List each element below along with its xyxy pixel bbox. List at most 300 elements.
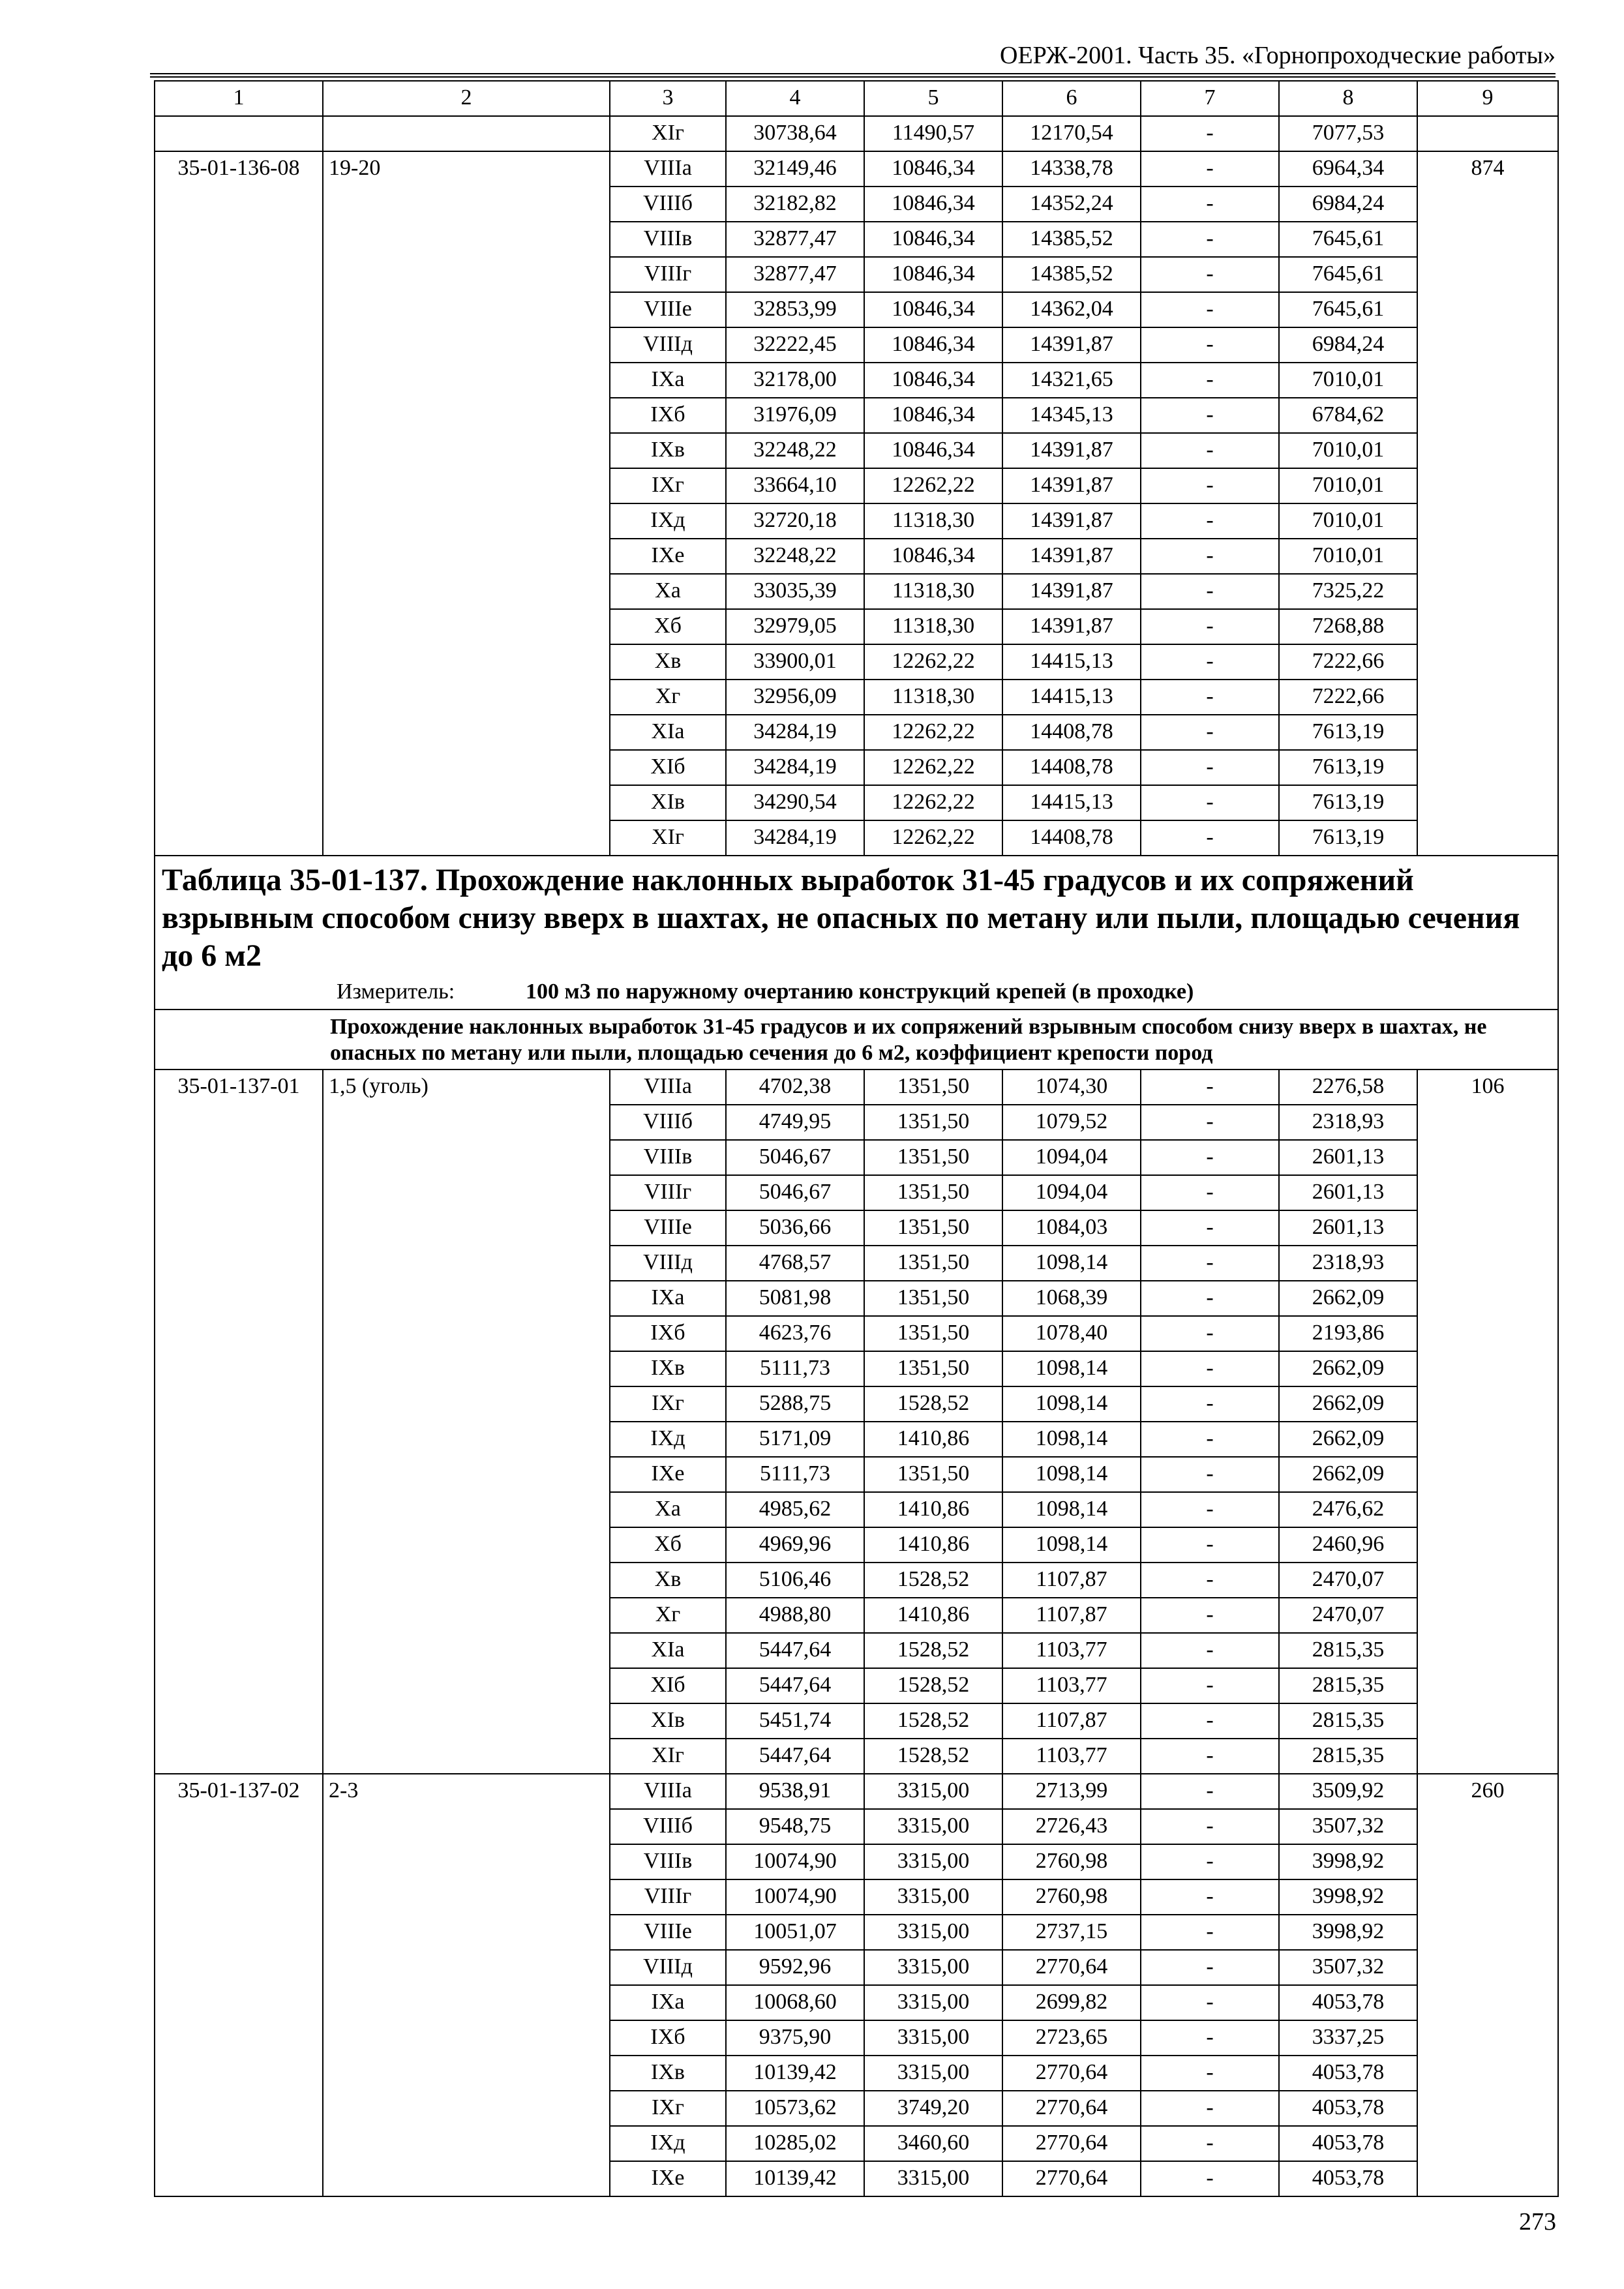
cost-cell: - xyxy=(1141,1879,1279,1915)
section-class: VIIIв xyxy=(610,1844,726,1879)
norm-value xyxy=(1417,1105,1558,1140)
cost-cell: 14408,78 xyxy=(1002,820,1141,856)
rock-coefficient xyxy=(323,1668,610,1703)
table-row xyxy=(155,468,1558,503)
rate-code xyxy=(155,398,323,433)
cost-cell: 10846,34 xyxy=(864,292,1002,327)
rate-code xyxy=(155,574,323,609)
table-title: Таблица 35-01-137. Прохождение наклонных выработок 31-45 градусов и их сопряжений взрывным способом снизу вверх в шахтах, не опасных по метану или пыли, площадью сечения до 6 м2 xyxy=(162,863,1520,973)
cost-cell: - xyxy=(1141,1598,1279,1633)
rate-code xyxy=(155,1703,323,1739)
cost-cell: 5036,66 xyxy=(726,1210,864,1246)
column-number-row xyxy=(155,81,1558,116)
cost-cell: 3337,25 xyxy=(1279,2020,1417,2056)
section-class: IXв xyxy=(610,433,726,468)
section-class: VIIIб xyxy=(610,1105,726,1140)
cost-cell: 12262,22 xyxy=(864,715,1002,750)
cost-cell: 5451,74 xyxy=(726,1703,864,1739)
cost-cell: - xyxy=(1141,1351,1279,1386)
cost-cell: 1103,77 xyxy=(1002,1633,1141,1668)
norm-value xyxy=(1417,2161,1558,2196)
rate-code xyxy=(155,539,323,574)
cost-cell: 11490,57 xyxy=(864,116,1002,151)
cost-cell: 4969,96 xyxy=(726,1527,864,1563)
section-class: VIIIе xyxy=(610,1915,726,1950)
rate-code xyxy=(155,1527,323,1563)
cost-cell: 3315,00 xyxy=(864,1844,1002,1879)
section-class: XIг xyxy=(610,820,726,856)
rock-coefficient xyxy=(323,1703,610,1739)
section-class: IXб xyxy=(610,398,726,433)
cost-cell: 32956,09 xyxy=(726,680,864,715)
cost-cell: 14391,87 xyxy=(1002,433,1141,468)
norm-value xyxy=(1417,2126,1558,2161)
cost-cell: 10846,34 xyxy=(864,539,1002,574)
cost-cell: - xyxy=(1141,1386,1279,1422)
rate-code xyxy=(155,1281,323,1316)
norm-value xyxy=(1417,1246,1558,1281)
cost-cell: 4749,95 xyxy=(726,1105,864,1140)
cost-cell: 10846,34 xyxy=(864,433,1002,468)
rock-coefficient xyxy=(323,1492,610,1527)
rock-coefficient xyxy=(323,1950,610,1985)
cost-cell: - xyxy=(1141,1210,1279,1246)
cost-cell: 12262,22 xyxy=(864,820,1002,856)
cost-cell: 2723,65 xyxy=(1002,2020,1141,2056)
table-row xyxy=(155,1739,1558,1774)
cost-cell: 5081,98 xyxy=(726,1281,864,1316)
rate-code xyxy=(155,820,323,856)
rock-coefficient xyxy=(323,680,610,715)
norm-value xyxy=(1417,715,1558,750)
cost-cell: 2601,13 xyxy=(1279,1140,1417,1175)
rate-code xyxy=(155,1386,323,1422)
section-class: VIIIд xyxy=(610,1950,726,1985)
section-heading-row xyxy=(155,1010,1558,1070)
cost-cell: 14391,87 xyxy=(1002,539,1141,574)
cost-cell: 33900,01 xyxy=(726,644,864,680)
cost-cell: - xyxy=(1141,715,1279,750)
rock-coefficient xyxy=(323,1915,610,1950)
rate-code: 35-01-137-01 xyxy=(155,1070,323,1105)
cost-cell: 3315,00 xyxy=(864,1774,1002,1809)
cost-cell: 32853,99 xyxy=(726,292,864,327)
cost-cell: - xyxy=(1141,503,1279,539)
table-row xyxy=(155,1281,1558,1316)
cost-cell: 10846,34 xyxy=(864,327,1002,363)
cost-cell: 5288,75 xyxy=(726,1386,864,1422)
cost-cell: 7613,19 xyxy=(1279,785,1417,820)
table-row xyxy=(155,1950,1558,1985)
norm-value xyxy=(1417,1492,1558,1527)
table-row xyxy=(155,503,1558,539)
cost-cell: 10846,34 xyxy=(864,363,1002,398)
section-class: Xв xyxy=(610,1563,726,1598)
cost-cell: 2815,35 xyxy=(1279,1703,1417,1739)
rock-coefficient: 2-3 xyxy=(323,1774,610,1809)
section-class: IXд xyxy=(610,2126,726,2161)
cost-cell: 6964,34 xyxy=(1279,151,1417,187)
table-row xyxy=(155,1774,1558,1809)
rate-code: 35-01-137-02 xyxy=(155,1774,323,1809)
cost-cell: 12262,22 xyxy=(864,644,1002,680)
norm-value xyxy=(1417,1739,1558,1774)
cost-cell: 11318,30 xyxy=(864,680,1002,715)
cost-cell: 32720,18 xyxy=(726,503,864,539)
cost-cell: - xyxy=(1141,1070,1279,1105)
cost-cell: 7222,66 xyxy=(1279,680,1417,715)
table-row xyxy=(155,1563,1558,1598)
rate-code xyxy=(155,327,323,363)
unit-line xyxy=(337,978,1551,1006)
cost-cell: 7010,01 xyxy=(1279,503,1417,539)
cost-cell: 1351,50 xyxy=(864,1175,1002,1210)
rates-table xyxy=(154,80,1559,2197)
norm-value xyxy=(1417,116,1558,151)
cost-cell: 32979,05 xyxy=(726,609,864,644)
rate-code xyxy=(155,1809,323,1844)
rate-code xyxy=(155,2020,323,2056)
cost-cell: - xyxy=(1141,2091,1279,2126)
rate-code xyxy=(155,1950,323,1985)
cost-cell: - xyxy=(1141,644,1279,680)
cost-cell: 7010,01 xyxy=(1279,433,1417,468)
table-row xyxy=(155,820,1558,856)
section-class: VIIIв xyxy=(610,1140,726,1175)
cost-cell: 2662,09 xyxy=(1279,1386,1417,1422)
norm-value xyxy=(1417,257,1558,292)
norm-value xyxy=(1417,1809,1558,1844)
rate-code xyxy=(155,1668,323,1703)
rock-coefficient xyxy=(323,116,610,151)
section-class: VIIIг xyxy=(610,257,726,292)
rate-code xyxy=(155,363,323,398)
cost-cell: 2770,64 xyxy=(1002,2161,1141,2196)
table-row xyxy=(155,1492,1558,1527)
cost-cell: 4985,62 xyxy=(726,1492,864,1527)
cost-cell: 3749,20 xyxy=(864,2091,1002,2126)
section-class: VIIIг xyxy=(610,1175,726,1210)
column-number: 6 xyxy=(1002,81,1141,116)
cost-cell: - xyxy=(1141,327,1279,363)
table-row xyxy=(155,785,1558,820)
cost-cell: 32248,22 xyxy=(726,539,864,574)
cost-cell: - xyxy=(1141,1246,1279,1281)
rock-coefficient xyxy=(323,1739,610,1774)
column-number: 7 xyxy=(1141,81,1279,116)
cost-cell: 2770,64 xyxy=(1002,2126,1141,2161)
cost-cell: 1410,86 xyxy=(864,1422,1002,1457)
cost-cell: 14391,87 xyxy=(1002,609,1141,644)
section-class: Xв xyxy=(610,644,726,680)
cost-cell: - xyxy=(1141,1985,1279,2020)
cost-cell: 3315,00 xyxy=(864,1950,1002,1985)
cost-cell: 1351,50 xyxy=(864,1457,1002,1492)
cost-cell: 1098,14 xyxy=(1002,1351,1141,1386)
cost-cell: 3315,00 xyxy=(864,1915,1002,1950)
rock-coefficient xyxy=(323,1457,610,1492)
cost-cell: 14408,78 xyxy=(1002,750,1141,785)
rate-code xyxy=(155,257,323,292)
rate-code xyxy=(155,2126,323,2161)
column-number: 5 xyxy=(864,81,1002,116)
cost-cell: 1103,77 xyxy=(1002,1668,1141,1703)
cost-cell: 14338,78 xyxy=(1002,151,1141,187)
cost-cell: 3460,60 xyxy=(864,2126,1002,2161)
norm-value xyxy=(1417,1563,1558,1598)
cost-cell: 33664,10 xyxy=(726,468,864,503)
cost-cell: 1528,52 xyxy=(864,1739,1002,1774)
rock-coefficient xyxy=(323,820,610,856)
norm-value xyxy=(1417,1140,1558,1175)
rock-coefficient xyxy=(323,1105,610,1140)
norm-value xyxy=(1417,2091,1558,2126)
cost-cell: 2726,43 xyxy=(1002,1809,1141,1844)
cost-cell: - xyxy=(1141,2056,1279,2091)
table-row xyxy=(155,433,1558,468)
cost-cell: 10846,34 xyxy=(864,187,1002,222)
table-row xyxy=(155,1246,1558,1281)
cost-cell: 34284,19 xyxy=(726,820,864,856)
rock-coefficient xyxy=(323,1633,610,1668)
norm-value: 260 xyxy=(1417,1774,1558,1809)
cost-cell: 4053,78 xyxy=(1279,2091,1417,2126)
cost-cell: 32178,00 xyxy=(726,363,864,398)
cost-cell: 1351,50 xyxy=(864,1105,1002,1140)
table-row xyxy=(155,1457,1558,1492)
table-row xyxy=(155,574,1558,609)
norm-value xyxy=(1417,1844,1558,1879)
cost-cell: 2470,07 xyxy=(1279,1563,1417,1598)
cost-cell: 2470,07 xyxy=(1279,1598,1417,1633)
rock-coefficient xyxy=(323,715,610,750)
cost-cell: 3998,92 xyxy=(1279,1844,1417,1879)
cost-cell: 7077,53 xyxy=(1279,116,1417,151)
cost-cell: 10139,42 xyxy=(726,2056,864,2091)
cost-cell: 2193,86 xyxy=(1279,1316,1417,1351)
cost-cell: - xyxy=(1141,468,1279,503)
table-row xyxy=(155,1598,1558,1633)
rock-coefficient xyxy=(323,1422,610,1457)
norm-value xyxy=(1417,1422,1558,1457)
cost-cell: 34290,54 xyxy=(726,785,864,820)
table-row xyxy=(155,1351,1558,1386)
cost-cell: - xyxy=(1141,1774,1279,1809)
cost-cell: 2318,93 xyxy=(1279,1105,1417,1140)
norm-value xyxy=(1417,1175,1558,1210)
section-class: IXг xyxy=(610,1386,726,1422)
cost-cell: - xyxy=(1141,1281,1279,1316)
norm-value xyxy=(1417,1281,1558,1316)
cost-cell: 14362,04 xyxy=(1002,292,1141,327)
table-row xyxy=(155,1633,1558,1668)
running-header: ОЕРЖ-2001. Часть 35. «Горнопроходческие работы» xyxy=(1000,42,1556,69)
section-class: IXе xyxy=(610,2161,726,2196)
section-class: VIIIд xyxy=(610,1246,726,1281)
norm-value xyxy=(1417,539,1558,574)
table-row xyxy=(155,680,1558,715)
cost-cell: 14352,24 xyxy=(1002,187,1141,222)
rate-code xyxy=(155,1175,323,1210)
norm-value xyxy=(1417,644,1558,680)
section-class: VIIIг xyxy=(610,1879,726,1915)
table-row xyxy=(155,1703,1558,1739)
column-number: 4 xyxy=(726,81,864,116)
norm-value xyxy=(1417,327,1558,363)
table-row xyxy=(155,1175,1558,1210)
cost-cell: 1103,77 xyxy=(1002,1739,1141,1774)
norm-value xyxy=(1417,2020,1558,2056)
rock-coefficient xyxy=(323,327,610,363)
norm-value xyxy=(1417,609,1558,644)
cost-cell: 34284,19 xyxy=(726,715,864,750)
cost-cell: 3998,92 xyxy=(1279,1915,1417,1950)
rock-coefficient xyxy=(323,503,610,539)
cost-cell: - xyxy=(1141,574,1279,609)
cost-cell: 5111,73 xyxy=(726,1457,864,1492)
cost-cell: 14415,13 xyxy=(1002,644,1141,680)
rate-code xyxy=(155,1492,323,1527)
cost-cell: 1078,40 xyxy=(1002,1316,1141,1351)
cost-cell: 1528,52 xyxy=(864,1563,1002,1598)
norm-value xyxy=(1417,750,1558,785)
cost-cell: 5171,09 xyxy=(726,1422,864,1457)
cost-cell: 7613,19 xyxy=(1279,750,1417,785)
rock-coefficient: 1,5 (уголь) xyxy=(323,1070,610,1105)
cost-cell: 1094,04 xyxy=(1002,1140,1141,1175)
rock-coefficient xyxy=(323,2020,610,2056)
cost-cell: 7613,19 xyxy=(1279,715,1417,750)
cost-cell: 1074,30 xyxy=(1002,1070,1141,1105)
norm-value xyxy=(1417,785,1558,820)
cost-cell: 2662,09 xyxy=(1279,1351,1417,1386)
cost-cell: - xyxy=(1141,1703,1279,1739)
cost-cell: 1098,14 xyxy=(1002,1457,1141,1492)
cost-cell: 10846,34 xyxy=(864,151,1002,187)
cost-cell: 3509,92 xyxy=(1279,1774,1417,1809)
table-row xyxy=(155,750,1558,785)
cost-cell: 10846,34 xyxy=(864,257,1002,292)
cost-cell: 3315,00 xyxy=(864,2020,1002,2056)
cost-cell: 12170,54 xyxy=(1002,116,1141,151)
norm-value xyxy=(1417,1598,1558,1633)
cost-cell: 7613,19 xyxy=(1279,820,1417,856)
table-title-row xyxy=(155,856,1558,1010)
cost-cell: 31976,09 xyxy=(726,398,864,433)
cost-cell: - xyxy=(1141,820,1279,856)
cost-cell: 11318,30 xyxy=(864,574,1002,609)
rock-coefficient xyxy=(323,1985,610,2020)
cost-cell: 1079,52 xyxy=(1002,1105,1141,1140)
section-class: XIг xyxy=(610,116,726,151)
section-class: Xб xyxy=(610,1527,726,1563)
table-row xyxy=(155,2126,1558,2161)
rock-coefficient xyxy=(323,1316,610,1351)
cost-cell: - xyxy=(1141,609,1279,644)
cost-cell: 9548,75 xyxy=(726,1809,864,1844)
cost-cell: 2662,09 xyxy=(1279,1422,1417,1457)
cost-cell: 6784,62 xyxy=(1279,398,1417,433)
cost-cell: - xyxy=(1141,680,1279,715)
rate-code xyxy=(155,1457,323,1492)
cost-cell: - xyxy=(1141,1492,1279,1527)
cost-cell: 4623,76 xyxy=(726,1316,864,1351)
cost-cell: 2815,35 xyxy=(1279,1633,1417,1668)
section-heading: Прохождение наклонных выработок 31-45 градусов и их сопряжений взрывным способом снизу вверх в шахтах, не опасных по метану или пыли, площадью сечения до 6 м2, коэффициент крепости пород xyxy=(155,1010,1558,1070)
cost-cell: - xyxy=(1141,1527,1279,1563)
rate-code xyxy=(155,2091,323,2126)
cost-cell: 3315,00 xyxy=(864,1985,1002,2020)
cost-cell: 14408,78 xyxy=(1002,715,1141,750)
cost-cell: 32877,47 xyxy=(726,222,864,257)
table-row xyxy=(155,1527,1558,1563)
cost-cell: 5447,64 xyxy=(726,1739,864,1774)
cost-cell: 4053,78 xyxy=(1279,2126,1417,2161)
norm-value xyxy=(1417,574,1558,609)
unit-label: Измеритель: xyxy=(337,980,455,1004)
cost-cell: 4053,78 xyxy=(1279,2056,1417,2091)
table-row xyxy=(155,2020,1558,2056)
section-class: IXе xyxy=(610,539,726,574)
cost-cell: 33035,39 xyxy=(726,574,864,609)
norm-value xyxy=(1417,1633,1558,1668)
cost-cell: - xyxy=(1141,1915,1279,1950)
norm-value xyxy=(1417,1985,1558,2020)
norm-value xyxy=(1417,820,1558,856)
rate-code xyxy=(155,1598,323,1633)
rate-code xyxy=(155,1422,323,1457)
rock-coefficient xyxy=(323,644,610,680)
table-row xyxy=(155,327,1558,363)
cost-cell: 7010,01 xyxy=(1279,539,1417,574)
cost-cell: 1351,50 xyxy=(864,1316,1002,1351)
cost-cell: 4988,80 xyxy=(726,1598,864,1633)
rate-code xyxy=(155,1915,323,1950)
cost-cell: - xyxy=(1141,2020,1279,2056)
cost-cell: 1094,04 xyxy=(1002,1175,1141,1210)
table-row xyxy=(155,1879,1558,1915)
cost-cell: 2476,62 xyxy=(1279,1492,1417,1527)
cost-cell: 1351,50 xyxy=(864,1281,1002,1316)
cost-cell: - xyxy=(1141,1844,1279,1879)
page-number: 273 xyxy=(1519,2208,1556,2236)
cost-cell: 4053,78 xyxy=(1279,1985,1417,2020)
cost-cell: 10139,42 xyxy=(726,2161,864,2196)
cost-cell: - xyxy=(1141,1739,1279,1774)
cost-cell: - xyxy=(1141,1563,1279,1598)
rock-coefficient xyxy=(323,1175,610,1210)
cost-cell: 6984,24 xyxy=(1279,187,1417,222)
rate-code xyxy=(155,468,323,503)
cost-cell: 2815,35 xyxy=(1279,1668,1417,1703)
cost-cell: 5106,46 xyxy=(726,1563,864,1598)
cost-cell: 14385,52 xyxy=(1002,257,1141,292)
rate-code xyxy=(155,1563,323,1598)
norm-value xyxy=(1417,222,1558,257)
cost-cell: - xyxy=(1141,433,1279,468)
section-class: VIIIе xyxy=(610,292,726,327)
norm-value xyxy=(1417,1316,1558,1351)
cost-cell: 1528,52 xyxy=(864,1633,1002,1668)
norm-value xyxy=(1417,1668,1558,1703)
cost-cell: 2737,15 xyxy=(1002,1915,1141,1950)
cost-cell: 5046,67 xyxy=(726,1140,864,1175)
section-class: VIIIа xyxy=(610,1774,726,1809)
table-row xyxy=(155,1105,1558,1140)
rock-coefficient xyxy=(323,1879,610,1915)
cost-cell: 2760,98 xyxy=(1002,1879,1141,1915)
cost-cell: 1410,86 xyxy=(864,1492,1002,1527)
